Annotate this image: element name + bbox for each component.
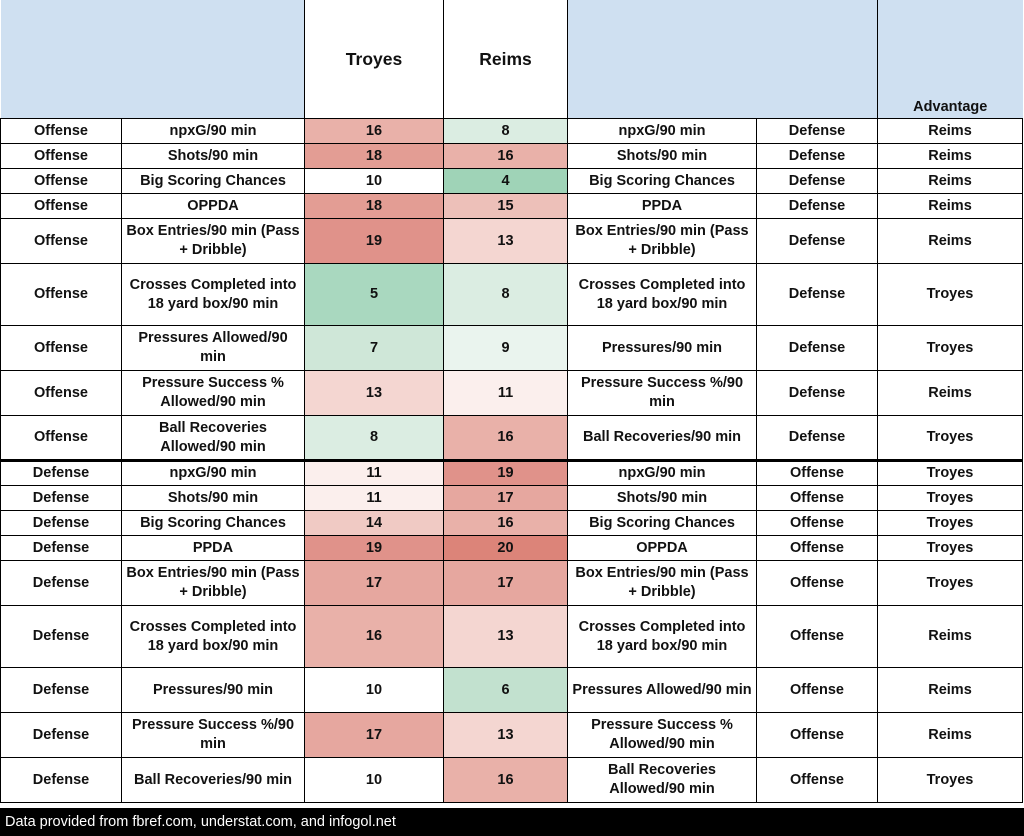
side-b-cell: Defense: [757, 144, 878, 169]
team-b-value-cell: 13: [444, 219, 568, 264]
team-b-value-cell: 19: [444, 461, 568, 486]
team-b-value-cell: 8: [444, 264, 568, 326]
stat-b-cell: npxG/90 min: [568, 461, 757, 486]
side-b-cell: Offense: [757, 461, 878, 486]
side-b-cell: Defense: [757, 194, 878, 219]
table-row: [1, 169, 1023, 194]
table-row: [1, 416, 1023, 461]
source-footer: Data provided from fbref.com, understat.com, and infogol.net: [0, 808, 1024, 836]
stat-b-cell: Box Entries/90 min (Pass + Dribble): [568, 219, 757, 264]
advantage-cell: Troyes: [878, 758, 1023, 803]
side-b-cell: Offense: [757, 536, 878, 561]
stat-b-cell: PPDA: [568, 194, 757, 219]
side-a-cell: Defense: [1, 668, 122, 713]
advantage-cell: Reims: [878, 668, 1023, 713]
stat-b-cell: Pressures Allowed/90 min: [568, 668, 757, 713]
header-team-b: Reims: [444, 0, 568, 119]
stat-a-cell: PPDA: [122, 536, 305, 561]
table-row: [1, 219, 1023, 264]
table-row: [1, 119, 1023, 144]
team-b-value-cell: 20: [444, 536, 568, 561]
stat-b-cell: Big Scoring Chances: [568, 511, 757, 536]
advantage-cell: Reims: [878, 371, 1023, 416]
stat-a-cell: Big Scoring Chances: [122, 511, 305, 536]
side-b-cell: Defense: [757, 119, 878, 144]
side-a-cell: Defense: [1, 486, 122, 511]
table-row: [1, 536, 1023, 561]
side-a-cell: Defense: [1, 713, 122, 758]
header-row: [1, 0, 1023, 119]
team-a-value-cell: 7: [305, 326, 444, 371]
team-a-value-cell: 17: [305, 713, 444, 758]
advantage-cell: Troyes: [878, 461, 1023, 486]
advantage-cell: Reims: [878, 144, 1023, 169]
team-a-value-cell: 19: [305, 536, 444, 561]
header-advantage: Advantage: [878, 0, 1023, 119]
stat-a-cell: Box Entries/90 min (Pass + Dribble): [122, 561, 305, 606]
stat-a-cell: Crosses Completed into 18 yard box/90 min: [122, 606, 305, 668]
team-b-value-cell: 4: [444, 169, 568, 194]
advantage-cell: Troyes: [878, 486, 1023, 511]
table-row: [1, 461, 1023, 486]
header-blank-left: [1, 0, 305, 119]
team-a-value-cell: 11: [305, 461, 444, 486]
table-row: [1, 264, 1023, 326]
stat-a-cell: Box Entries/90 min (Pass + Dribble): [122, 219, 305, 264]
advantage-cell: Troyes: [878, 416, 1023, 461]
advantage-cell: Reims: [878, 169, 1023, 194]
side-a-cell: Offense: [1, 219, 122, 264]
team-b-value-cell: 11: [444, 371, 568, 416]
stat-a-cell: npxG/90 min: [122, 461, 305, 486]
stat-b-cell: Pressure Success %/90 min: [568, 371, 757, 416]
stat-b-cell: OPPDA: [568, 536, 757, 561]
stat-b-cell: Shots/90 min: [568, 486, 757, 511]
team-b-value-cell: 16: [444, 758, 568, 803]
side-a-cell: Offense: [1, 119, 122, 144]
stat-b-cell: Crosses Completed into 18 yard box/90 min: [568, 264, 757, 326]
stat-a-cell: Pressures Allowed/90 min: [122, 326, 305, 371]
advantage-cell: Troyes: [878, 264, 1023, 326]
stat-a-cell: Shots/90 min: [122, 144, 305, 169]
advantage-cell: Troyes: [878, 511, 1023, 536]
team-b-value-cell: 17: [444, 561, 568, 606]
table-row: [1, 194, 1023, 219]
team-b-value-cell: 6: [444, 668, 568, 713]
side-b-cell: Defense: [757, 169, 878, 194]
stat-a-cell: Pressure Success %/90 min: [122, 713, 305, 758]
side-a-cell: Offense: [1, 371, 122, 416]
side-a-cell: Offense: [1, 169, 122, 194]
side-b-cell: Defense: [757, 371, 878, 416]
header-blank-right: [568, 0, 878, 119]
side-a-cell: Offense: [1, 326, 122, 371]
table-row: [1, 144, 1023, 169]
stat-b-cell: Ball Recoveries/90 min: [568, 416, 757, 461]
side-a-cell: Offense: [1, 416, 122, 461]
table-row: [1, 713, 1023, 758]
team-a-value-cell: 18: [305, 194, 444, 219]
advantage-cell: Troyes: [878, 561, 1023, 606]
team-b-value-cell: 16: [444, 144, 568, 169]
table-row: [1, 511, 1023, 536]
table-row: [1, 606, 1023, 668]
advantage-cell: Reims: [878, 713, 1023, 758]
stat-b-cell: Pressures/90 min: [568, 326, 757, 371]
team-a-value-cell: 5: [305, 264, 444, 326]
team-a-value-cell: 11: [305, 486, 444, 511]
side-a-cell: Defense: [1, 606, 122, 668]
table-row: [1, 668, 1023, 713]
stat-a-cell: Pressures/90 min: [122, 668, 305, 713]
table-row: [1, 486, 1023, 511]
advantage-cell: Reims: [878, 119, 1023, 144]
stat-b-cell: Big Scoring Chances: [568, 169, 757, 194]
stat-b-cell: Crosses Completed into 18 yard box/90 min: [568, 606, 757, 668]
table-row: [1, 326, 1023, 371]
side-b-cell: Offense: [757, 758, 878, 803]
stat-b-cell: npxG/90 min: [568, 119, 757, 144]
side-b-cell: Offense: [757, 486, 878, 511]
side-b-cell: Offense: [757, 713, 878, 758]
side-b-cell: Offense: [757, 511, 878, 536]
side-b-cell: Defense: [757, 219, 878, 264]
header-team-a: Troyes: [305, 0, 444, 119]
team-b-value-cell: 13: [444, 713, 568, 758]
team-a-value-cell: 17: [305, 561, 444, 606]
team-b-value-cell: 15: [444, 194, 568, 219]
table-row: [1, 561, 1023, 606]
team-b-value-cell: 13: [444, 606, 568, 668]
side-a-cell: Defense: [1, 461, 122, 486]
stat-a-cell: Big Scoring Chances: [122, 169, 305, 194]
side-b-cell: Offense: [757, 606, 878, 668]
team-b-value-cell: 17: [444, 486, 568, 511]
stat-b-cell: Shots/90 min: [568, 144, 757, 169]
stat-a-cell: npxG/90 min: [122, 119, 305, 144]
stat-b-cell: Pressure Success % Allowed/90 min: [568, 713, 757, 758]
team-a-value-cell: 10: [305, 758, 444, 803]
side-a-cell: Defense: [1, 561, 122, 606]
side-a-cell: Defense: [1, 758, 122, 803]
team-a-value-cell: 10: [305, 169, 444, 194]
stat-a-cell: Ball Recoveries Allowed/90 min: [122, 416, 305, 461]
stat-b-cell: Box Entries/90 min (Pass + Dribble): [568, 561, 757, 606]
team-a-value-cell: 19: [305, 219, 444, 264]
side-a-cell: Defense: [1, 511, 122, 536]
table-row: [1, 758, 1023, 803]
side-a-cell: Offense: [1, 194, 122, 219]
stat-a-cell: Crosses Completed into 18 yard box/90 min: [122, 264, 305, 326]
team-b-value-cell: 8: [444, 119, 568, 144]
side-b-cell: Defense: [757, 264, 878, 326]
side-b-cell: Offense: [757, 668, 878, 713]
stat-a-cell: Ball Recoveries/90 min: [122, 758, 305, 803]
stat-a-cell: OPPDA: [122, 194, 305, 219]
team-b-value-cell: 9: [444, 326, 568, 371]
stat-b-cell: Ball Recoveries Allowed/90 min: [568, 758, 757, 803]
advantage-cell: Reims: [878, 606, 1023, 668]
team-a-value-cell: 10: [305, 668, 444, 713]
stat-a-cell: Shots/90 min: [122, 486, 305, 511]
team-b-value-cell: 16: [444, 511, 568, 536]
advantage-cell: Troyes: [878, 326, 1023, 371]
team-a-value-cell: 8: [305, 416, 444, 461]
team-a-value-cell: 16: [305, 119, 444, 144]
stat-a-cell: Pressure Success % Allowed/90 min: [122, 371, 305, 416]
side-b-cell: Defense: [757, 416, 878, 461]
team-a-value-cell: 16: [305, 606, 444, 668]
side-a-cell: Defense: [1, 536, 122, 561]
team-a-value-cell: 14: [305, 511, 444, 536]
table-row: [1, 371, 1023, 416]
team-a-value-cell: 18: [305, 144, 444, 169]
advantage-cell: Troyes: [878, 536, 1023, 561]
side-a-cell: Offense: [1, 264, 122, 326]
advantage-cell: Reims: [878, 219, 1023, 264]
team-a-value-cell: 13: [305, 371, 444, 416]
side-a-cell: Offense: [1, 144, 122, 169]
team-b-value-cell: 16: [444, 416, 568, 461]
advantage-cell: Reims: [878, 194, 1023, 219]
side-b-cell: Offense: [757, 561, 878, 606]
side-b-cell: Defense: [757, 326, 878, 371]
